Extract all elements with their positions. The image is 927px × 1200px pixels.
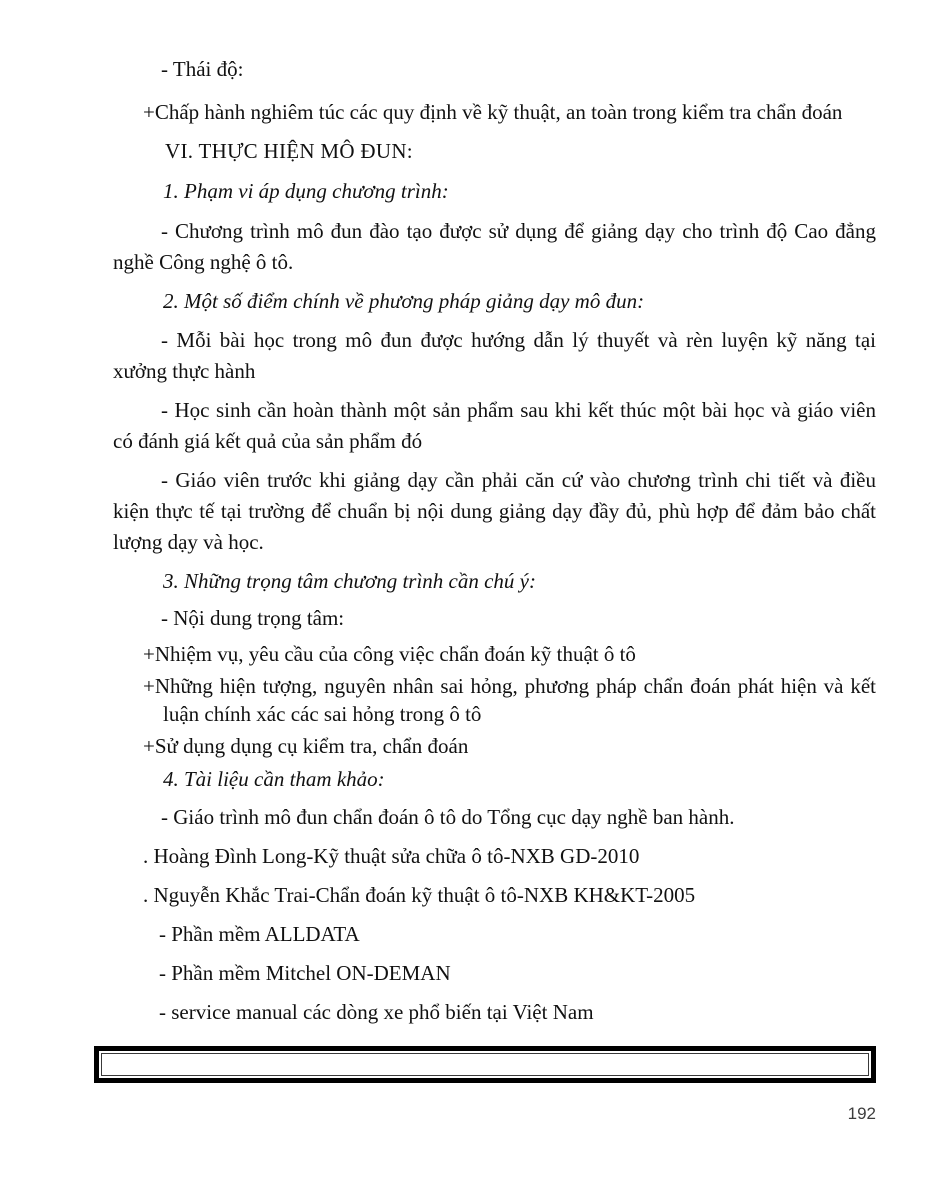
- focus-item-tools: +Sử dụng dụng cụ kiểm tra, chẩn đoán: [143, 734, 469, 758]
- footer-box-inner: [101, 1053, 869, 1076]
- subsection-4-heading: 4. Tài liệu cần tham khảo:: [163, 767, 385, 791]
- reference-service-manual: - service manual các dòng xe phổ biến tại Việt Nam: [159, 1000, 594, 1024]
- focus-content-label: - Nội dung trọng tâm:: [161, 606, 345, 630]
- subsection-3-heading: 3. Những trọng tâm chương trình cần chú ý:: [163, 569, 536, 593]
- reference-book-1: . Hoàng Đình Long-Kỹ thuật sửa chữa ô tô-NXB GD-2010: [143, 844, 640, 868]
- reference-software-alldata: - Phần mềm ALLDATA: [159, 922, 360, 946]
- reference-curriculum: - Giáo trình mô đun chẩn đoán ô tô do Tổng cục dạy nghề ban hành.: [161, 805, 735, 829]
- section-heading-vi: VI. THỰC HIỆN MÔ ĐUN:: [165, 139, 413, 163]
- paragraph-student: - Học sinh cần hoàn thành một sản phẩm sau khi kết thúc một bài học và giáo viên có đánh giá kết quả của sản phẩm đó: [113, 398, 876, 453]
- subsection-1-heading: 1. Phạm vi áp dụng chương trình:: [163, 179, 449, 203]
- reference-book-2: . Nguyễn Khắc Trai-Chẩn đoán kỹ thuật ô tô-NXB KH&KT-2005: [143, 883, 696, 907]
- paragraph-teacher: - Giáo viên trước khi giảng dạy cần phải căn cứ vào chương trình chi tiết và điều kiện thực tế tại trường để chuẩn bị nội dung giảng dạy đầy đủ, phù hợp để đảm bảo chất lượng dạy và học.: [113, 468, 876, 554]
- page-number: 192: [847, 1104, 876, 1123]
- document-body: [113, 54, 876, 1036]
- focus-item-symptoms: +Những hiện tượng, nguyên nhân sai hỏng, phương pháp chẩn đoán phát hiện và kết luận chính xác các sai hỏng trong ô tô: [143, 674, 876, 726]
- attitude-label: - Thái độ:: [161, 57, 244, 81]
- compliance-item: +Chấp hành nghiêm túc các quy định về kỹ thuật, an toàn trong kiểm tra chẩn đoán: [143, 100, 843, 124]
- subsection-2-heading: 2. Một số điểm chính về phương pháp giảng dạy mô đun:: [163, 289, 645, 313]
- paragraph-lesson: - Mỗi bài học trong mô đun được hướng dẫn lý thuyết và rèn luyện kỹ năng tại xưởng thực hành: [113, 328, 876, 383]
- paragraph-scope: - Chương trình mô đun đào tạo được sử dụng để giảng dạy cho trình độ Cao đẳng nghề Công nghệ ô tô.: [113, 219, 876, 274]
- footer-box: [94, 1046, 876, 1083]
- reference-software-mitchel: - Phần mềm Mitchel ON-DEMAN: [159, 961, 451, 985]
- focus-item-tasks: +Nhiệm vụ, yêu cầu của công việc chẩn đoán kỹ thuật ô tô: [143, 642, 636, 666]
